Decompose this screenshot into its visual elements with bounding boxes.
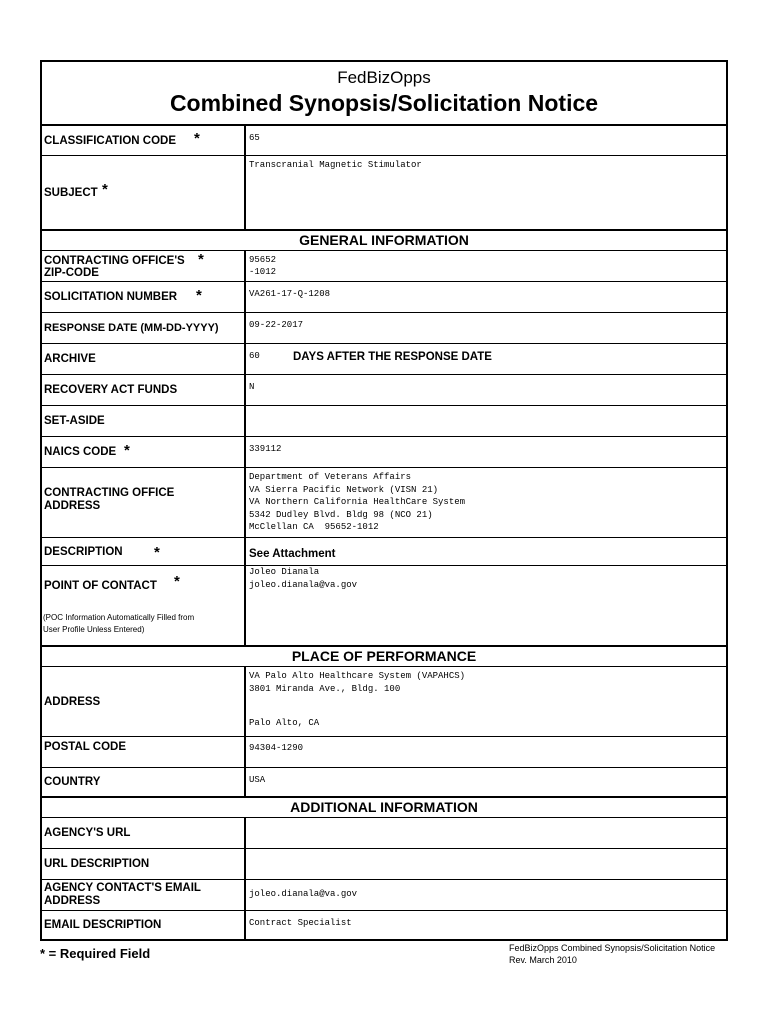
agency-contact-email-label: AGENCY CONTACT'S EMAIL ADDRESS [44, 882, 201, 907]
response-date-field[interactable]: 09-22-2017 [244, 313, 726, 343]
poc-note: (POC Information Automatically Filled from User Profile Unless Entered) [43, 613, 195, 634]
archive-label: ARCHIVE [44, 353, 96, 365]
section-general-information: GENERAL INFORMATION [42, 229, 726, 250]
archive-field[interactable] [244, 344, 726, 374]
country-field[interactable]: USA [244, 768, 726, 796]
postal-code-field[interactable]: 94304-1290 [244, 737, 726, 767]
section-place-of-performance: PLACE OF PERFORMANCE [42, 645, 726, 666]
row-naics-code [42, 436, 726, 467]
row-response-date [42, 312, 726, 343]
place-address-field[interactable]: VA Palo Alto Healthcare System (VAPAHCS) 3801 Miranda Ave., Bldg. 100 Palo Alto, CA [244, 667, 726, 736]
row-place-address [42, 666, 726, 736]
agency-url-field[interactable] [244, 818, 726, 848]
row-agency-url [42, 817, 726, 848]
set-aside-label: SET-ASIDE [44, 415, 105, 427]
country-label: COUNTRY [44, 776, 101, 788]
place-address-label: ADDRESS [44, 695, 101, 708]
agency-contact-email-field[interactable]: joleo.dianala@va.gov [244, 880, 726, 910]
row-url-description [42, 848, 726, 879]
required-field-note: * = Required Field [40, 946, 151, 961]
row-recovery-act-funds [42, 374, 726, 405]
row-contracting-office-address [42, 467, 726, 537]
postal-code-label: POSTAL CODE [44, 741, 126, 753]
description-label: DESCRIPTION * [44, 544, 160, 561]
response-date-label: RESPONSE DATE (MM-DD-YYYY) [44, 322, 219, 334]
row-country [42, 767, 726, 796]
form-revision: Rev. March 2010 [509, 955, 577, 965]
classification-code-label: CLASSIFICATION CODE * [44, 130, 200, 147]
email-description-label: EMAIL DESCRIPTION [44, 919, 162, 931]
page-title: Combined Synopsis/Solicitation Notice [169, 90, 599, 116]
row-point-of-contact [42, 565, 726, 645]
row-archive [42, 343, 726, 374]
contracting-office-address-label: CONTRACTING OFFICE ADDRESS [44, 487, 175, 512]
required-marker: * [194, 130, 200, 147]
url-description-label: URL DESCRIPTION [44, 858, 150, 870]
zip-code-field[interactable]: 95652 -1012 [244, 251, 726, 281]
solicitation-number-field[interactable]: VA261-17-Q-1208 [244, 282, 726, 312]
form-name: FedBizOpps Combined Synopsis/Solicitation Notice [509, 943, 716, 953]
subject-field[interactable]: Transcranial Magnetic Stimulator [244, 156, 726, 229]
email-description-field[interactable]: Contract Specialist [244, 911, 726, 939]
subject-label: SUBJECT * [44, 181, 108, 199]
set-aside-field[interactable] [244, 406, 726, 436]
naics-code-field[interactable]: 339112 [244, 437, 726, 467]
archive-days: 60 [249, 351, 260, 361]
solicitation-number-label: SOLICITATION NUMBER * [44, 287, 202, 304]
point-of-contact-label: POINT OF CONTACT * (POC Information Automatically Filled from User Profile Unless Entered) [43, 573, 195, 634]
naics-code-label: NAICS CODE * [44, 442, 130, 459]
required-marker: * [154, 544, 160, 561]
row-solicitation-number [42, 281, 726, 312]
recovery-act-funds-label: RECOVERY ACT FUNDS [44, 384, 178, 396]
row-classification-code [42, 124, 726, 155]
point-of-contact-field[interactable]: Joleo Dianala joleo.dianala@va.gov [244, 566, 726, 645]
section-additional-information: ADDITIONAL INFORMATION [42, 796, 726, 817]
required-marker: * [124, 442, 130, 459]
row-description [42, 537, 726, 565]
url-description-field[interactable] [244, 849, 726, 879]
row-agency-contact-email [42, 879, 726, 910]
required-marker: * [174, 573, 180, 590]
agency-url-label: AGENCY'S URL [44, 827, 131, 839]
form-header [42, 62, 726, 122]
required-marker: * [102, 181, 108, 198]
row-postal-code [42, 736, 726, 767]
row-subject [42, 155, 726, 229]
required-marker: * [198, 251, 204, 268]
row-zip-code [42, 250, 726, 281]
form-revision-info [509, 942, 715, 966]
recovery-act-funds-field[interactable]: N [244, 375, 726, 405]
archive-suffix: DAYS AFTER THE RESPONSE DATE [293, 351, 492, 363]
row-email-description [42, 910, 726, 939]
brand-name: FedBizOpps [337, 68, 431, 87]
contracting-office-address-field[interactable]: Department of Veterans Affairs VA Sierra Pacific Network (VISN 21) VA Northern California HealthCare System 5342 Dudley Blvd. Bldg 98 (NCO 21) McClellan CA 95652-1012 [244, 468, 726, 537]
required-marker: * [196, 287, 202, 304]
row-set-aside [42, 405, 726, 436]
classification-code-field[interactable]: 65 [244, 126, 726, 155]
description-field[interactable]: See Attachment [244, 538, 726, 565]
solicitation-form [40, 60, 728, 941]
zip-code-label: CONTRACTING OFFICE'S ZIP-CODE * [44, 251, 204, 279]
